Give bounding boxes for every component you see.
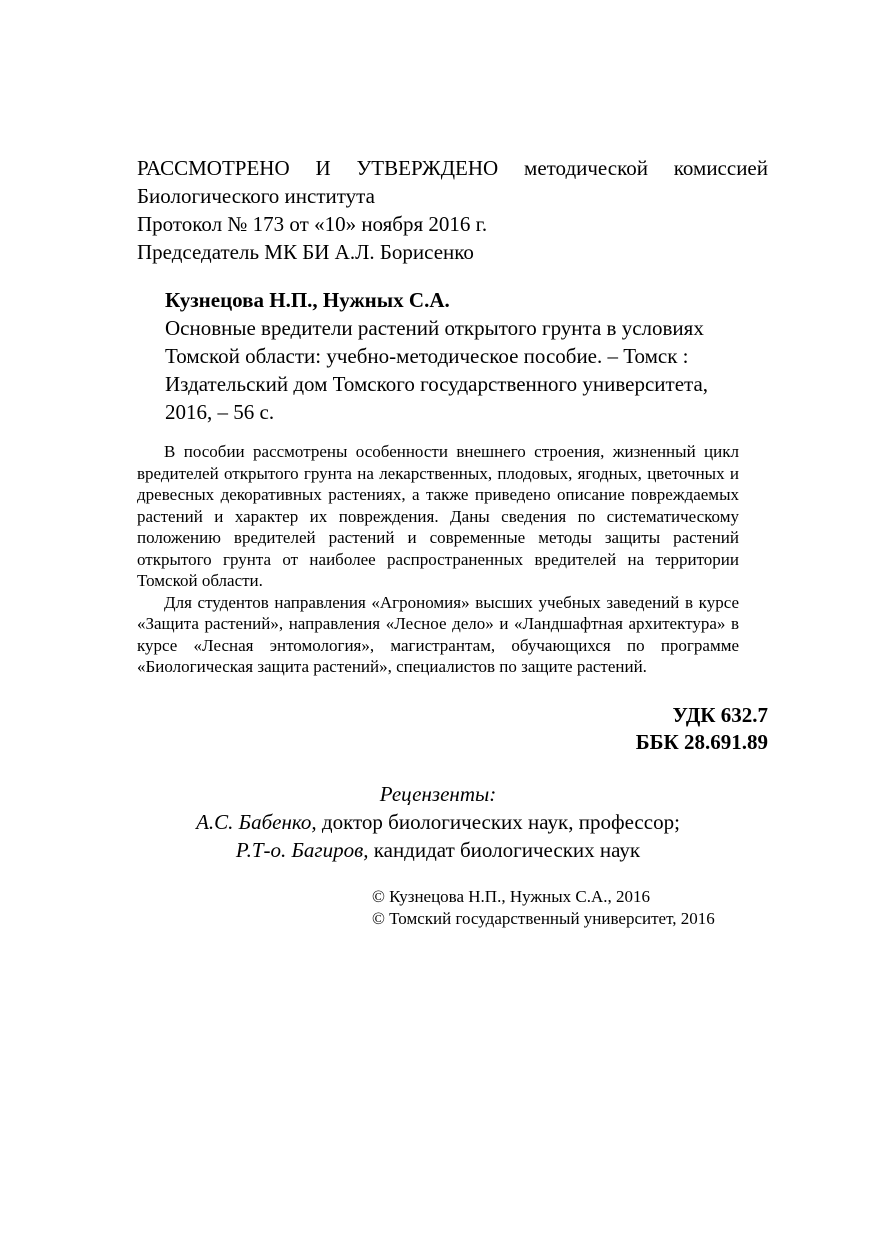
approval-protocol: Протокол № 173 от «10» ноября 2016 г. [137,212,488,236]
reviewers-heading: Рецензенты: [379,782,497,806]
reviewer-1-name: А.С. Бабенко, [196,810,317,834]
copyright-university: © Томский государственный университет, 2016 [372,909,715,928]
annotation-paragraph-1: В пособии рассмотрены особенности внешнего строения, жизненный цикл вредителей открытого грунта на лекарственных, плодовых, ягодных, цветочных и древесных декоративных растениях, а также приведено описание повреждаемых растений и характер их повреждения. Даны сведения по систематическому положению вредителей растений и современные методы защиты растений открытого грунта от наиболее распространенных вредителей на территории Томской области. [137,442,739,590]
approval-line-2: Биологического института [137,184,375,208]
approval-chairman: Председатель МК БИ А.Л. Борисенко [137,240,474,264]
reviewer-1 [137,808,739,836]
biblio-line-4: 2016, – 56 с. [165,400,275,424]
reviewer-2 [137,836,739,864]
biblio-line-2: Томской области: учебно-методическое пособие. – Томск : [165,344,689,368]
reviewer-2-title: кандидат биологических наук [368,838,641,862]
reviewer-1-title: доктор биологических наук, профессор; [316,810,680,834]
bibliographic-description [165,286,775,426]
classification-codes [636,702,768,756]
biblio-line-3: Издательский дом Томского государственного университета, [165,372,709,396]
udk-code: УДК 632.7 [672,703,768,727]
biblio-line-1: Основные вредители растений открытого грунта в условиях [165,316,704,340]
approval-block [137,154,768,266]
annotation-paragraph-2: Для студентов направления «Агрономия» высших учебных заведений в курсе «Защита растений», направления «Лесное дело» и «Ландшафтная архитектура» в курсе «Лесная энтомология», магистрантам, обучающихся по программе «Биологическая защита растений», специалистов по защите растений. [137,592,739,676]
bbk-code: ББК 28.691.89 [635,730,768,754]
annotation [137,441,739,678]
authors: Кузнецова Н.П., Нужных С.А. [165,288,450,312]
reviewer-2-name: Р.Т-о. Багиров, [235,838,369,862]
copyright-block [372,886,715,930]
approval-line-1: РАССМОТРЕНО И УТВЕРЖДЕНО методической комиссией [137,156,768,180]
reviewers-block [137,780,739,864]
copyright-authors: © Кузнецова Н.П., Нужных С.А., 2016 [372,887,651,906]
